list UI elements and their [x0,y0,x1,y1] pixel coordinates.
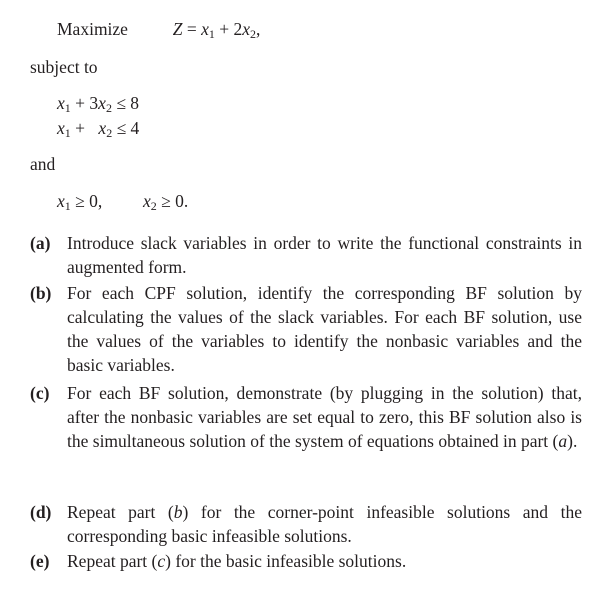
equals-sign: = [186,19,197,39]
part-a [30,231,582,279]
part-b-label: (b) [30,283,52,303]
part-a-text: Introduce slack variables in order to write the functional constraints in augmented form. [67,233,582,277]
nonnegativity-row: $x_1 \ge 0$, $x_2 \ge 0$. [57,191,189,213]
part-d-text: Repeat part (b) for the corner-point infeasible solutions and the corresponding basic infeasible solutions. [67,502,582,546]
part-d [30,500,582,548]
objective-z: Z [172,19,183,39]
part-d-label: (d) [30,502,52,522]
part-e-text: Repeat part (c) for the basic infeasible solutions. [67,551,407,571]
part-b-text: For each CPF solution, identify the corresponding BF solution by calculating the values of the slack variables. For each BF solution, use the values of the variables to identify the nonbasic variables and the basic variables. [67,283,582,375]
part-c-label: (c) [30,383,50,403]
part-c-text: For each BF solution, demonstrate (by plugging in the solution) that, after the nonbasic variables are set equal to zero, this BF solution also is the simultaneous solution of the system of equations obtained in part (a). [67,383,582,451]
part-a-label: (a) [30,233,51,253]
part-e-label: (e) [30,551,50,571]
objective-row: Maximize $Z = x_1 + 2x_2$, [57,19,261,41]
part-b [30,281,582,377]
constraint-1: $x_1 + 3x_2 \le 8$ [57,93,140,115]
part-c [30,381,582,453]
part-e [30,549,582,573]
and-label: and [30,154,56,174]
maximize-label: Maximize [57,19,128,39]
constraint-2: $x_1 + x_2 \le 4$ [57,118,140,140]
subject-to-label: subject to [30,57,98,77]
